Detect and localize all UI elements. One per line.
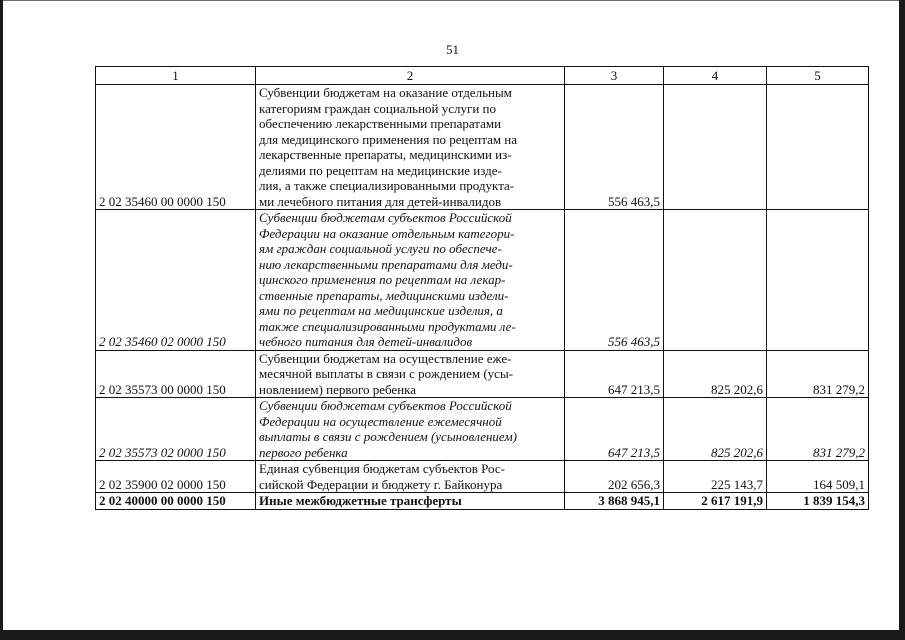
budget-code: 2 02 40000 00 0000 150 xyxy=(96,493,256,510)
description xyxy=(256,350,565,398)
description-line: нию лекарственными препаратами для меди- xyxy=(259,256,513,272)
description-line: новлением) первого ребенка xyxy=(259,381,417,397)
description-line: Субвенции бюджетам субъектов Российской xyxy=(259,210,512,225)
column-header-4: 4 xyxy=(664,67,767,85)
description-line: выплаты в связи с рождением (усыновлением) xyxy=(259,429,518,444)
budget-code: 2 02 35573 02 0000 150 xyxy=(96,398,256,461)
description-line: Субвенции бюджетам на осуществление еже- xyxy=(259,350,512,366)
description-line: Субвенции бюджетам субъектов Российской xyxy=(259,398,512,413)
description-line: Федерации на осуществление ежемесячной xyxy=(259,413,502,429)
amount-col3: 556 463,5 xyxy=(565,210,664,351)
description xyxy=(256,210,565,351)
description-line: ям граждан социальной услуги по обеспече- xyxy=(259,241,502,256)
amount-col5: 1 839 154,3 xyxy=(767,493,869,510)
budget-code: 2 02 35460 00 0000 150 xyxy=(96,85,256,210)
column-header-1: 1 xyxy=(96,67,256,85)
table-row xyxy=(96,85,869,210)
amount-col4: 2 617 191,9 xyxy=(664,493,767,510)
description-line: лекарственные препараты, медицинскими из- xyxy=(259,147,512,162)
description-line: чебного питания для детей-инвалидов xyxy=(259,334,473,349)
scan-bottom-border xyxy=(0,630,905,640)
amount-col5: 831 279,2 xyxy=(767,350,869,398)
description-line: лия, а также специализированными продукта- xyxy=(259,178,515,193)
description-line: категориям граждан социальной услуги по xyxy=(259,100,497,116)
description-line: Иные межбюджетные трансферты xyxy=(259,493,462,508)
description-line: для медицинского применения по рецептам на xyxy=(259,131,518,147)
description xyxy=(256,398,565,461)
description-line: ями по рецептам на медицинские изделия, а xyxy=(259,303,503,318)
table-row xyxy=(96,461,869,493)
description xyxy=(256,85,565,210)
description-line: делиями по рецептам на медицинские изде- xyxy=(259,162,502,178)
amount-col3: 647 213,5 xyxy=(565,398,664,461)
scan-right-border xyxy=(899,0,905,640)
table-row xyxy=(96,350,869,398)
description-line: сийской Федерации и бюджету г. Байконура xyxy=(259,476,503,492)
budget-code: 2 02 35460 02 0000 150 xyxy=(96,210,256,351)
description-line: первого ребенка xyxy=(259,444,348,460)
amount-col5: 831 279,2 xyxy=(767,398,869,461)
amount-col4 xyxy=(664,85,767,210)
amount-col4: 225 143,7 xyxy=(664,461,767,493)
description-line: Единая субвенция бюджетам субъектов Рос- xyxy=(259,461,505,476)
description-line: обеспечению лекарственными препаратами xyxy=(259,116,502,131)
header-row xyxy=(96,67,869,85)
page-number: 51 xyxy=(446,42,459,57)
amount-col3: 556 463,5 xyxy=(565,85,664,210)
amount-col4 xyxy=(664,210,767,351)
description-line: также специализированными продуктами ле- xyxy=(259,318,516,334)
amount-col3: 202 656,3 xyxy=(565,461,664,493)
column-header-3: 3 xyxy=(565,67,664,85)
description-line: Субвенции бюджетам на оказание отдельным xyxy=(259,85,512,100)
amount-col5 xyxy=(767,210,869,351)
budget-code: 2 02 35573 00 0000 150 xyxy=(96,350,256,398)
description-line: месячной выплаты в связи с рождением (усы- xyxy=(259,366,514,381)
amount-col5: 164 509,1 xyxy=(767,461,869,493)
amount-col4: 825 202,6 xyxy=(664,350,767,398)
scan-top-edge xyxy=(0,0,905,1)
description-line: ственные препараты, медицинскими издели- xyxy=(259,287,509,303)
budget-code: 2 02 35900 02 0000 150 xyxy=(96,461,256,493)
description-line: ми лечебного питания для детей-инвалидов xyxy=(259,193,502,209)
description xyxy=(256,461,565,493)
column-header-2: 2 xyxy=(256,67,565,85)
scan-left-border xyxy=(0,0,3,640)
amount-col4: 825 202,6 xyxy=(664,398,767,461)
budget-table xyxy=(95,66,869,510)
table-row xyxy=(96,210,869,351)
description-line: Федерации на оказание отдельным категори- xyxy=(259,225,515,241)
amount-col3: 3 868 945,1 xyxy=(565,493,664,510)
amount-col5 xyxy=(767,85,869,210)
description-line: цинского применения по рецептам на лекар- xyxy=(259,272,506,287)
table-row xyxy=(96,398,869,461)
description xyxy=(256,493,565,510)
column-header-5: 5 xyxy=(767,67,869,85)
amount-col3: 647 213,5 xyxy=(565,350,664,398)
table-row-total xyxy=(96,493,869,510)
